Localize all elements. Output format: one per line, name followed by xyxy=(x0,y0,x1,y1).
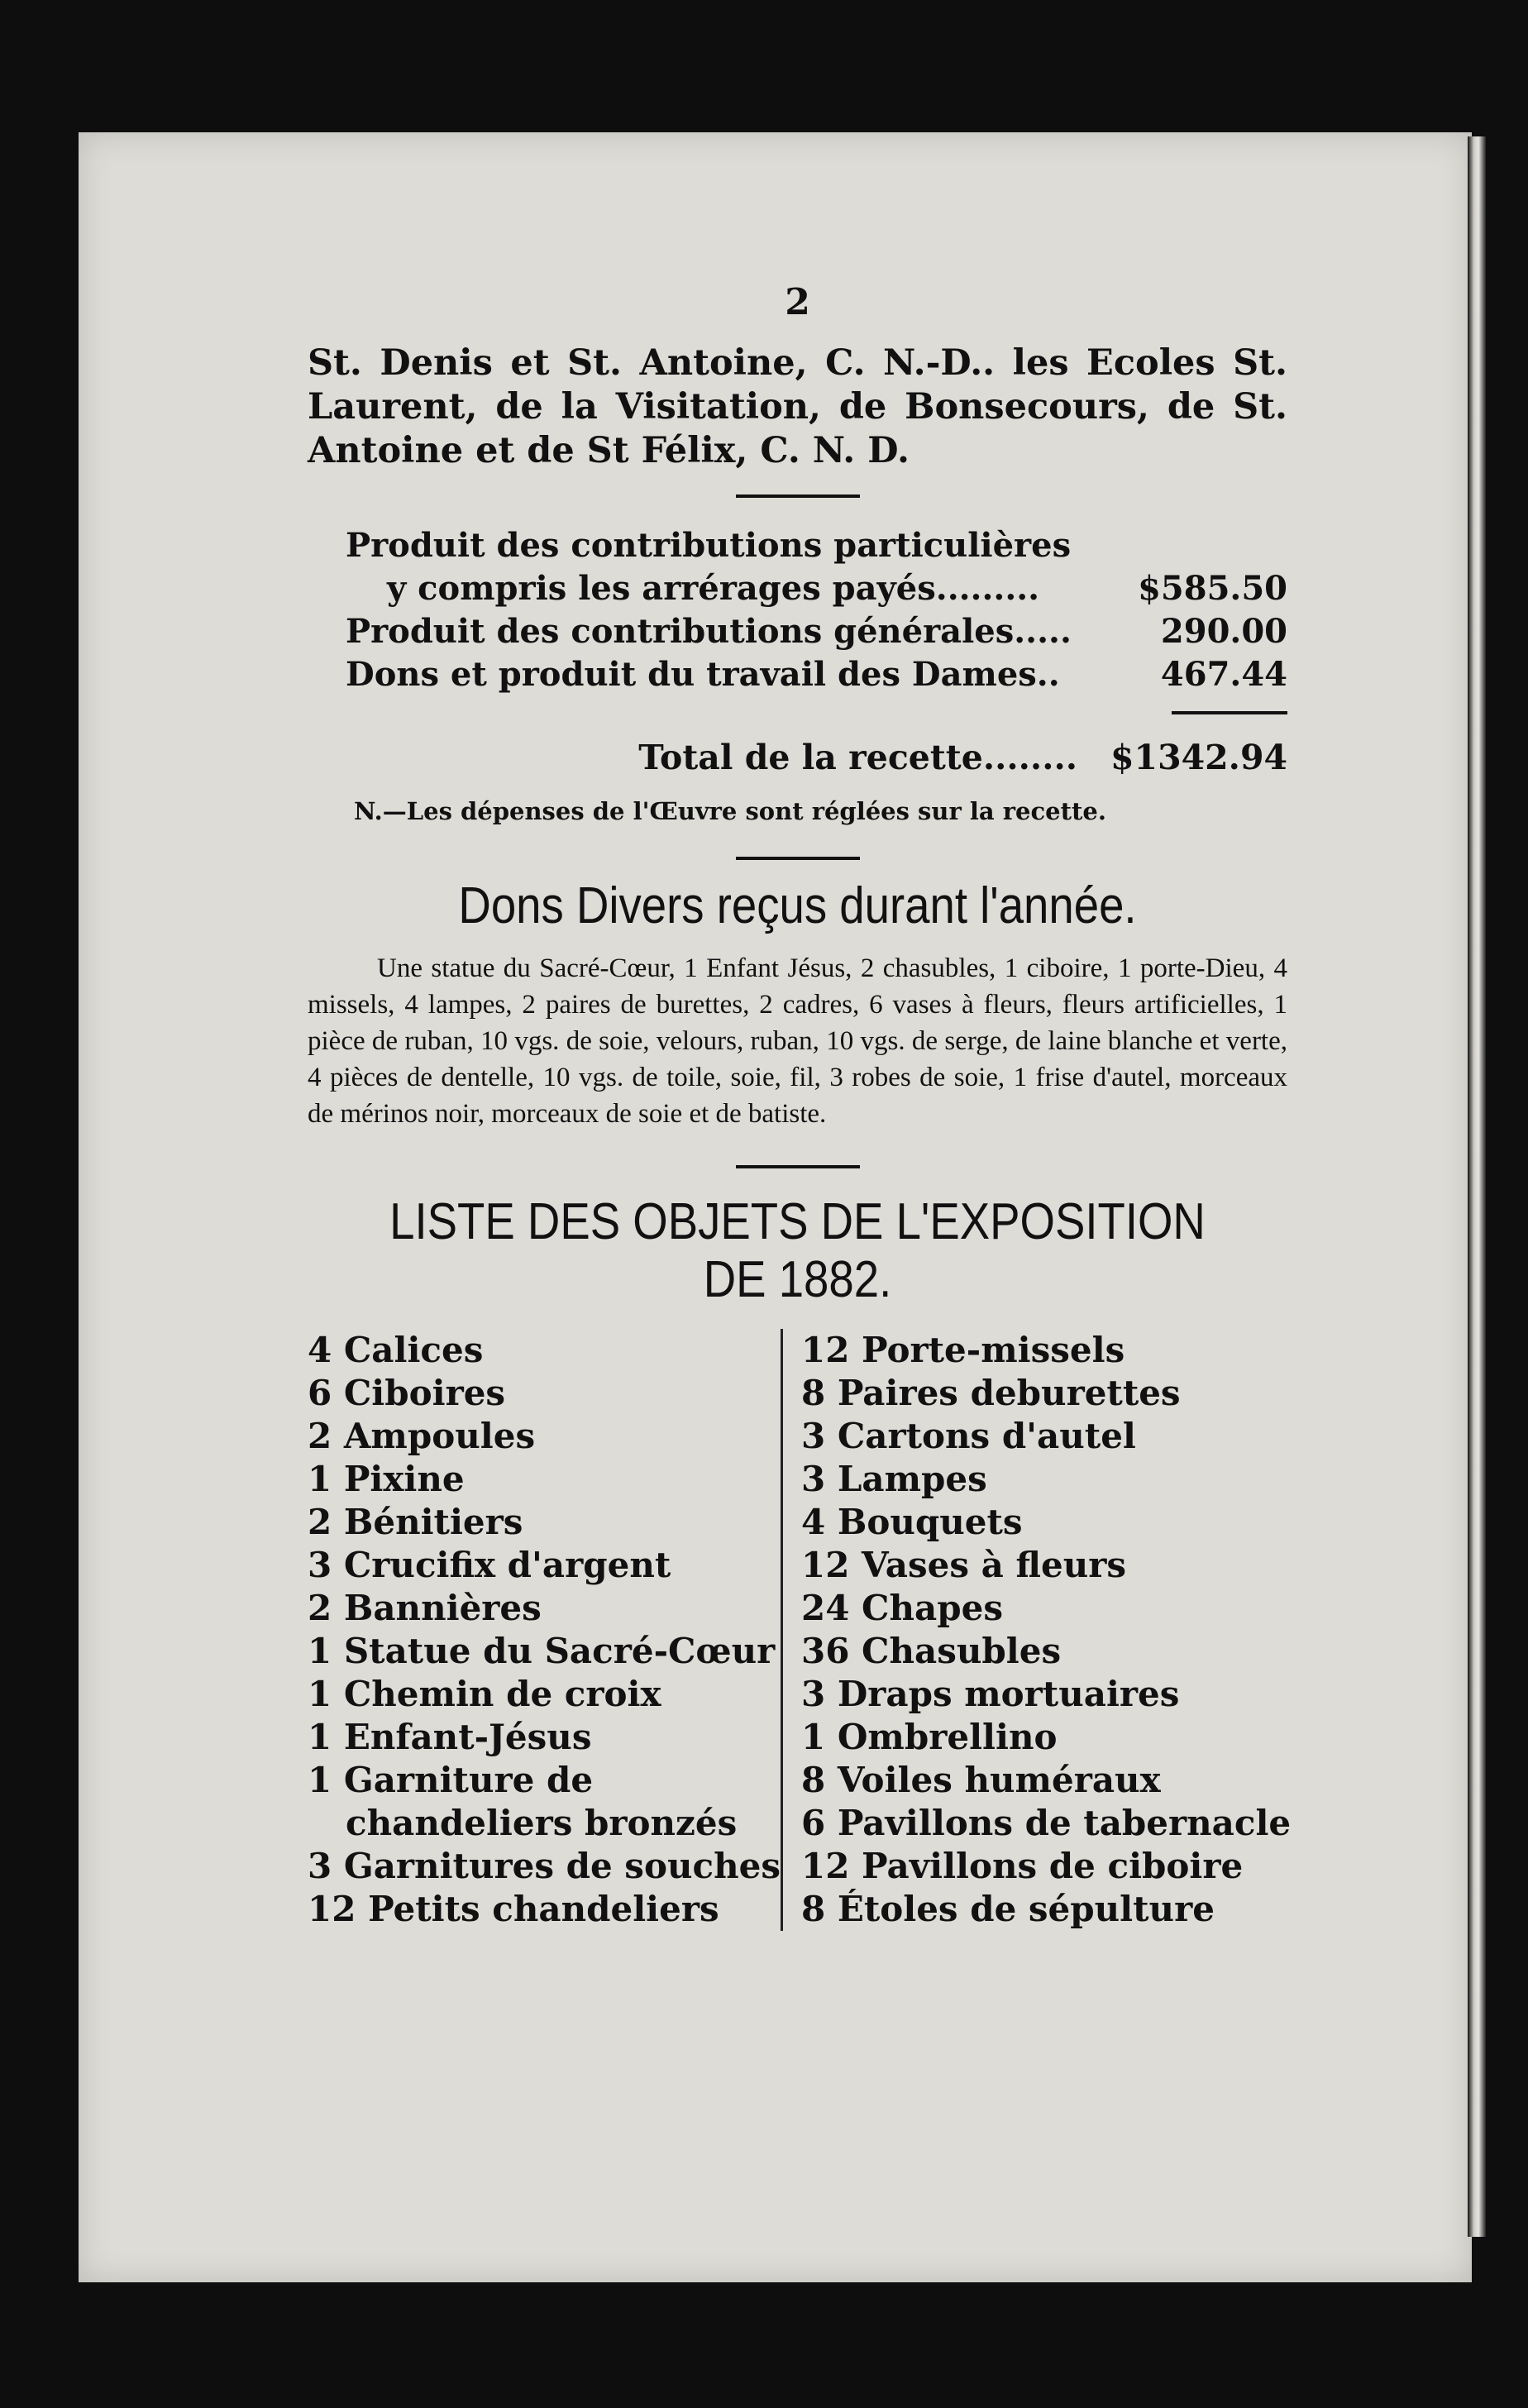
list-item: 3 Garnitures de souches xyxy=(308,1846,781,1886)
list-item: 12 Pavillons de ciboire xyxy=(800,1846,1244,1886)
list-item: 4 Calices xyxy=(308,1330,484,1370)
receipt-row xyxy=(346,655,1287,698)
list-item: 3 Crucifix d'argent xyxy=(308,1545,671,1585)
receipt-label: Dons et produit du travail des Dames.. xyxy=(346,655,1060,694)
dons-paragraph: Une statue du Sacré-Cœur, 1 Enfant Jésus, 2 chasubles, 1 ciboire, 1 porte-Dieu, 4 missels, 4 lampes, 2 paires de burettes, 2 cadres, 6 vases à fleurs, fleurs artificielles, 1 pièce de ruban, 10 vgs. de soie, velours, ruban, 10 vgs. de serge, de laine blanche et verte, 4 pièces de dentelle, 10 vgs. de toile, soie, fil, 3 robes de soie, 1 frise d'autel, morceaux de mérinos noir, morceaux de soie et de batiste. xyxy=(308,953,1287,1129)
note-text: N.—Les dépenses de l'Œuvre sont réglées sur la recette. xyxy=(354,797,1106,825)
page-number: 2 xyxy=(785,281,810,323)
receipt-row xyxy=(346,612,1287,655)
list-item: 3 Draps mortuaires xyxy=(800,1674,1180,1714)
intro-paragraph: St. Denis et St. Antoine, C. N.-D.. les Ecoles St. Laurent, de la Visitation, de Bonsecours, de St. Antoine et de St Félix, C. N. D. xyxy=(308,342,1287,471)
list-item: 24 Chapes xyxy=(800,1588,1003,1628)
divider xyxy=(736,857,860,860)
receipt-label: Produit des contributions générales..... xyxy=(346,612,1072,651)
list-item: 8 Étoles de sépulture xyxy=(800,1889,1215,1929)
dons-heading: Dons Divers reçus durant l'année. xyxy=(458,877,1137,934)
receipt-row xyxy=(346,569,1287,612)
receipt-label: Produit des contributions particulières xyxy=(346,526,1072,565)
list-item: 1 Ombrellino xyxy=(800,1717,1058,1757)
liste-heading-year: DE 1882. xyxy=(703,1251,892,1308)
list-item: 6 Ciboires xyxy=(308,1373,506,1413)
exposition-list xyxy=(308,1329,1292,1931)
book-spine xyxy=(1468,136,1486,2237)
receipt-amount: 290.00 xyxy=(1160,612,1287,651)
list-item: 1 Pixine xyxy=(308,1459,465,1499)
receipt-amount: 467.44 xyxy=(1160,655,1287,694)
list-item: 36 Chasubles xyxy=(800,1631,1062,1671)
list-item: 8 Paires deburettes xyxy=(800,1373,1181,1413)
liste-heading: LISTE DES OBJETS DE L'EXPOSITION xyxy=(389,1193,1206,1250)
list-item: 8 Voiles huméraux xyxy=(800,1760,1161,1800)
list-item: 2 Bannières xyxy=(308,1588,542,1628)
receipt-amount: $585.50 xyxy=(1138,569,1287,608)
list-item: 3 Cartons d'autel xyxy=(800,1416,1136,1456)
total-row xyxy=(308,738,1287,777)
total-label: Total de la recette........ xyxy=(638,738,1078,777)
list-item: 12 Vases à fleurs xyxy=(800,1545,1127,1585)
receipt-row xyxy=(346,526,1287,569)
divider xyxy=(736,494,860,498)
list-item: 1 Garniture de chandeliers bronzés xyxy=(308,1760,738,1843)
list-item: 12 Petits chandeliers xyxy=(308,1889,719,1929)
sum-rule xyxy=(1172,711,1287,714)
list-item: 6 Pavillons de tabernacle xyxy=(800,1803,1292,1843)
list-item: 4 Bouquets xyxy=(800,1502,1023,1542)
page-content xyxy=(308,281,1292,1931)
total-amount: $1342.94 xyxy=(1110,738,1287,777)
list-item: 2 Bénitiers xyxy=(308,1502,523,1542)
divider xyxy=(736,1165,860,1168)
list-item: 1 Statue du Sacré-Cœur xyxy=(308,1631,776,1671)
list-column-left xyxy=(308,1329,783,1931)
receipt-label: y compris les arrérages payés......... xyxy=(387,569,1040,608)
list-column-right xyxy=(783,1329,1291,1931)
list-item: 2 Ampoules xyxy=(308,1416,536,1456)
list-item: 3 Lampes xyxy=(800,1459,987,1499)
list-item: 1 Enfant-Jésus xyxy=(308,1717,592,1757)
list-item: 12 Porte-missels xyxy=(800,1330,1125,1370)
receipts-table xyxy=(308,526,1287,698)
list-item: 1 Chemin de croix xyxy=(308,1674,661,1714)
